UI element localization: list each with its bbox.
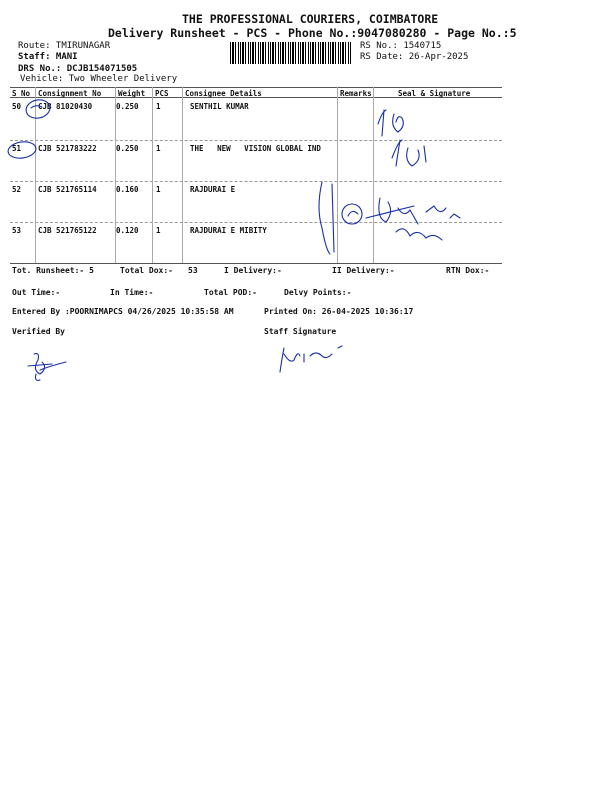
row-weight: 0.160 — [116, 185, 139, 194]
col-header-pcs: PCS — [155, 89, 169, 98]
in-time: In Time:- — [110, 288, 154, 297]
total-dox-label: Total Dox:- — [120, 266, 173, 275]
circle-annotation — [22, 96, 62, 126]
signature-row-52-53 — [314, 178, 464, 260]
barcode — [230, 42, 352, 64]
out-time: Out Time:- — [12, 288, 61, 297]
row-pcs: 1 — [156, 185, 161, 194]
entered-by: Entered By :POORNIMAPCS 04/26/2025 10:35:58 AM — [12, 307, 234, 316]
col-header-consignment: Consignment No — [38, 89, 102, 98]
signature-row-50-51 — [372, 100, 452, 180]
rtn-dox: RTN Dox:- — [446, 266, 490, 275]
table-top-rule — [10, 87, 502, 88]
verified-by-label: Verified By — [12, 327, 65, 336]
row-consignment: CJB 521765114 — [38, 185, 97, 194]
row-weight: 0.250 — [116, 102, 139, 111]
table-bottom-rule — [10, 263, 502, 264]
total-pod: Total POD:- — [204, 288, 257, 297]
rs-date: RS Date: 26-Apr-2025 — [360, 52, 469, 62]
i-delivery: I Delivery:- — [224, 266, 282, 275]
row-consignee: THE NEW VISION GLOBAL IND — [190, 144, 321, 153]
col-header-signature: Seal & Signature — [398, 89, 471, 98]
col-header-sno: S No — [12, 89, 31, 98]
row-weight: 0.250 — [116, 144, 139, 153]
printed-on: Printed On: 26-04-2025 10:36:17 — [264, 307, 414, 316]
row-pcs: 1 — [156, 102, 161, 111]
column-divider — [182, 87, 183, 263]
row-sno: 51 — [12, 144, 22, 153]
row-sno: 52 — [12, 185, 22, 194]
col-header-remarks: Remarks — [340, 89, 372, 98]
total-dox-value: 53 — [188, 266, 198, 275]
row-consignment: CJB 81020430 — [38, 102, 93, 111]
column-divider — [115, 87, 116, 263]
total-runsheet: Tot. Runsheet:- 5 — [12, 266, 94, 275]
company-title: THE PROFESSIONAL COURIERS, COIMBATORE — [182, 12, 439, 26]
circle-annotation — [4, 136, 44, 166]
row-sno: 50 — [12, 102, 22, 111]
staff-label: Staff: MANI — [18, 52, 78, 62]
row-consignee: RAJDURAI E — [190, 185, 236, 194]
row-sno: 53 — [12, 226, 22, 235]
route-label: Route: TMIRUNAGAR — [18, 41, 111, 51]
row-consignment: CJB 521765122 — [38, 226, 97, 235]
runsheet-subtitle: Delivery Runsheet - PCS - Phone No.:9047080280 - Page No.:5 — [108, 26, 517, 40]
vehicle-label: Vehicle: Two Wheeler Delivery — [20, 74, 178, 84]
row-consignee: RAJDURAI E MIBITY — [190, 226, 267, 235]
staff-signature-label: Staff Signature — [264, 327, 337, 336]
row-pcs: 1 — [156, 144, 161, 153]
row-pcs: 1 — [156, 226, 161, 235]
verified-signature — [26, 348, 76, 388]
row-consignment: CJB 521783222 — [38, 144, 97, 153]
drs-number: DRS No.: DCJB154071505 — [18, 64, 138, 74]
staff-signature — [276, 340, 356, 380]
row-consignee: SENTHIL KUMAR — [190, 102, 249, 111]
col-header-consignee: Consignee Details — [185, 89, 262, 98]
ii-delivery: II Delivery:- — [332, 266, 395, 275]
column-divider — [152, 87, 153, 263]
rs-number: RS No.: 1540715 — [360, 41, 442, 51]
row-weight: 0.120 — [116, 226, 139, 235]
delvy-points: Delvy Points:- — [284, 288, 352, 297]
col-header-weight: Weight — [118, 89, 146, 98]
